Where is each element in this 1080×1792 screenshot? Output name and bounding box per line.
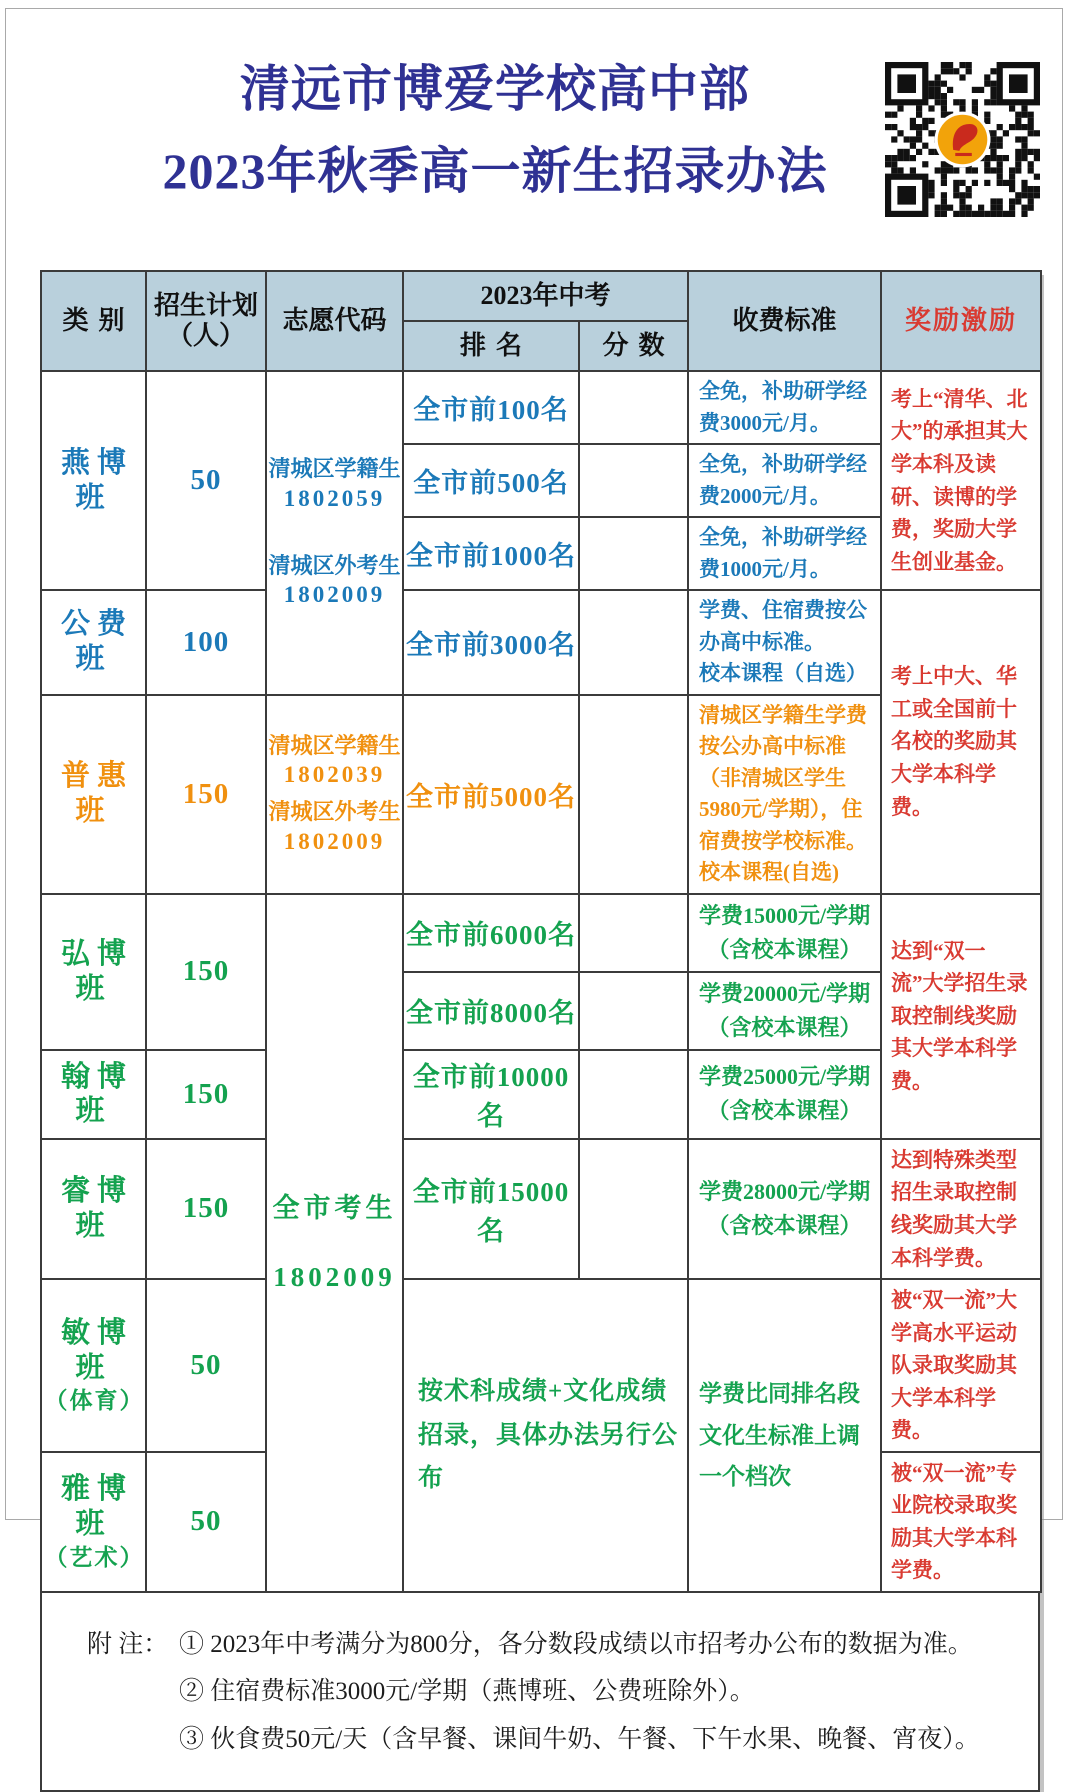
rank-top100: 全市前100名: [403, 371, 579, 444]
fee-line: （含校本课程）: [707, 936, 862, 962]
admission-table-grid: [40, 270, 1042, 1593]
fee-line: 学费15000元/学期: [698, 902, 871, 928]
plan-header-line2: （人）: [166, 321, 245, 350]
class-name-gongfei: 公费班: [41, 590, 146, 695]
fee-top1000: 全免，补助研学经费1000元/月。: [688, 517, 881, 590]
rank-top5000: 全市前5000名: [403, 695, 579, 894]
code-number: 1802009: [273, 1261, 396, 1292]
class-subtitle: （体育）: [44, 1388, 145, 1414]
col-header-code: 志愿代码: [266, 271, 403, 371]
reward-sport-team: 被“双一流”大学高水平运动队录取奖励其大学本科学费。: [881, 1279, 1041, 1452]
plan-header-line1: 招生计划: [153, 291, 258, 321]
notes-box: [40, 1593, 1040, 1792]
rank-top15000: 全市前15000名: [403, 1139, 579, 1279]
class-name: 敏博班: [60, 1316, 133, 1384]
note-line-3: [179, 1716, 1028, 1764]
plan-minbo: 50: [146, 1279, 266, 1452]
class-name-hanbo: 翰博班: [41, 1050, 146, 1139]
reward-zhongda-huagong: 考上中大、华工或全国前十名校的奖励其大学本科学费。: [881, 590, 1041, 894]
qr-code-image: [885, 62, 1040, 217]
score-cell-empty: [579, 972, 688, 1050]
code-line: 清城区外考生: [268, 552, 401, 578]
plan-puhui: 150: [146, 695, 266, 894]
col-header-plan: [146, 271, 266, 371]
score-cell-empty: [579, 444, 688, 517]
code-number: 1802039: [283, 762, 386, 788]
fee-line: 学费、住宿费按公办高中标准。: [699, 598, 868, 654]
reward-art-college: 被“双一流”专业院校录取奖励其大学本科学费。: [881, 1452, 1041, 1592]
code-number: 1802009: [283, 582, 386, 608]
fee-line: 清城区学籍生学费按公办高中标准（非清城区学生5980元/学期），住宿费按学校标准。: [699, 702, 868, 853]
plan-gongfei: 100: [146, 590, 266, 695]
code-line: 清城区学籍生: [268, 456, 401, 482]
class-subtitle: （艺术）: [44, 1544, 145, 1570]
rank-top6000: 全市前6000名: [403, 894, 579, 972]
code-cell-qingcheng-blue: [266, 371, 403, 695]
note-item-2: ② 住宿费标准3000元/学期（燕博班、公费班除外）。: [179, 1678, 755, 1706]
code-cell-qingcheng-orange: [266, 695, 403, 894]
class-name: 雅博班: [60, 1473, 133, 1541]
fee-gongfei: [688, 590, 881, 695]
score-cell-empty: [579, 1050, 688, 1139]
rank-special-admission: 按术科成绩+文化成绩招录，具体办法另行公布: [403, 1279, 688, 1592]
class-name-minbo: [41, 1279, 146, 1452]
col-header-reward: 奖励激励: [881, 271, 1041, 371]
reward-qinghua-beida: 考上“清华、北大”的承担其大学本科及读研、读博的学费，奖励大学生创业基金。: [881, 371, 1041, 590]
admission-table: [40, 270, 1040, 1792]
title-line-1: 清远市博爱学校高中部: [240, 61, 750, 117]
fee-line: 学费25000元/学期: [698, 1064, 871, 1090]
class-name-yabo: [41, 1452, 146, 1592]
document-title: [30, 62, 960, 199]
col-header-score: 分数: [579, 321, 688, 371]
reward-special-type: 达到特殊类型招生录取控制线奖励其大学本科学费。: [881, 1139, 1041, 1279]
fee-top500: 全免，补助研学经费2000元/月。: [688, 444, 881, 517]
code-number: 1802059: [283, 485, 386, 511]
fee-line: 学费28000元/学期: [698, 1178, 871, 1204]
plan-yanbo: 50: [146, 371, 266, 590]
rank-top500: 全市前500名: [403, 444, 579, 517]
code-number: 1802009: [283, 828, 386, 854]
score-cell-empty: [579, 590, 688, 695]
note-item-1: ① 2023年中考满分为800分，各分数段成绩以市招考办公布的数据为准。: [179, 1630, 973, 1658]
col-header-fee: 收费标准: [688, 271, 881, 371]
score-cell-empty: [579, 695, 688, 894]
fee-top10000: [688, 1050, 881, 1139]
score-cell-empty: [579, 1139, 688, 1279]
note-item-3: ③ 伙食费50元/天（含早餐、课间牛奶、午餐、下午水果、晚餐、宵夜）。: [179, 1725, 980, 1753]
fee-top8000: [688, 972, 881, 1050]
code-line: 清城区学籍生: [268, 732, 401, 758]
rank-top10000: 全市前10000名: [403, 1050, 579, 1139]
fee-line: （含校本课程）: [707, 1014, 862, 1040]
fee-line: 校本课程（自选）: [699, 661, 868, 685]
code-cell-citywide: [266, 894, 403, 1592]
fee-line: 校本课程(自选): [699, 860, 840, 884]
class-name-yanbo: 燕博班: [41, 371, 146, 590]
qr-code: [885, 62, 1040, 217]
title-line-2: 2023年秋季高一新生招录办法: [162, 143, 828, 199]
reward-shuangyiliu-line: 达到“双一流”大学招生录取控制线奖励其大学本科学费。: [881, 894, 1041, 1139]
code-line: 清城区外考生: [268, 799, 401, 824]
fee-line: 学费20000元/学期: [698, 980, 871, 1006]
fee-art-sport: 学费比同排名段文化生标准上调一个档次: [688, 1279, 881, 1592]
score-cell-empty: [579, 894, 688, 972]
rank-top1000: 全市前1000名: [403, 517, 579, 590]
score-cell-empty: [579, 517, 688, 590]
fee-line: （含校本课程）: [707, 1212, 862, 1238]
plan-hongbo: 150: [146, 894, 266, 1050]
plan-hanbo: 150: [146, 1050, 266, 1139]
class-name-hongbo: 弘博班: [41, 894, 146, 1050]
rank-top8000: 全市前8000名: [403, 972, 579, 1050]
plan-ruibo: 150: [146, 1139, 266, 1279]
fee-line: （含校本课程）: [707, 1098, 862, 1124]
code-line: 全市考生: [272, 1192, 397, 1223]
note-line-2: [179, 1668, 1028, 1716]
fee-top100: 全免，补助研学经费3000元/月。: [688, 371, 881, 444]
notes-label: 附 注：: [87, 1630, 169, 1658]
class-name-puhui: 普惠班: [41, 695, 146, 894]
class-name-ruibo: 睿博班: [41, 1139, 146, 1279]
plan-yabo: 50: [146, 1452, 266, 1592]
rank-top3000: 全市前3000名: [403, 590, 579, 695]
col-header-category: 类别: [41, 271, 146, 371]
fee-top6000: [688, 894, 881, 972]
col-header-rank: 排名: [403, 321, 579, 371]
score-cell-empty: [579, 371, 688, 444]
fee-top15000: [688, 1139, 881, 1279]
fee-puhui: [688, 695, 881, 894]
col-header-exam: 2023年中考: [403, 271, 688, 321]
note-line-1: [87, 1621, 1028, 1669]
